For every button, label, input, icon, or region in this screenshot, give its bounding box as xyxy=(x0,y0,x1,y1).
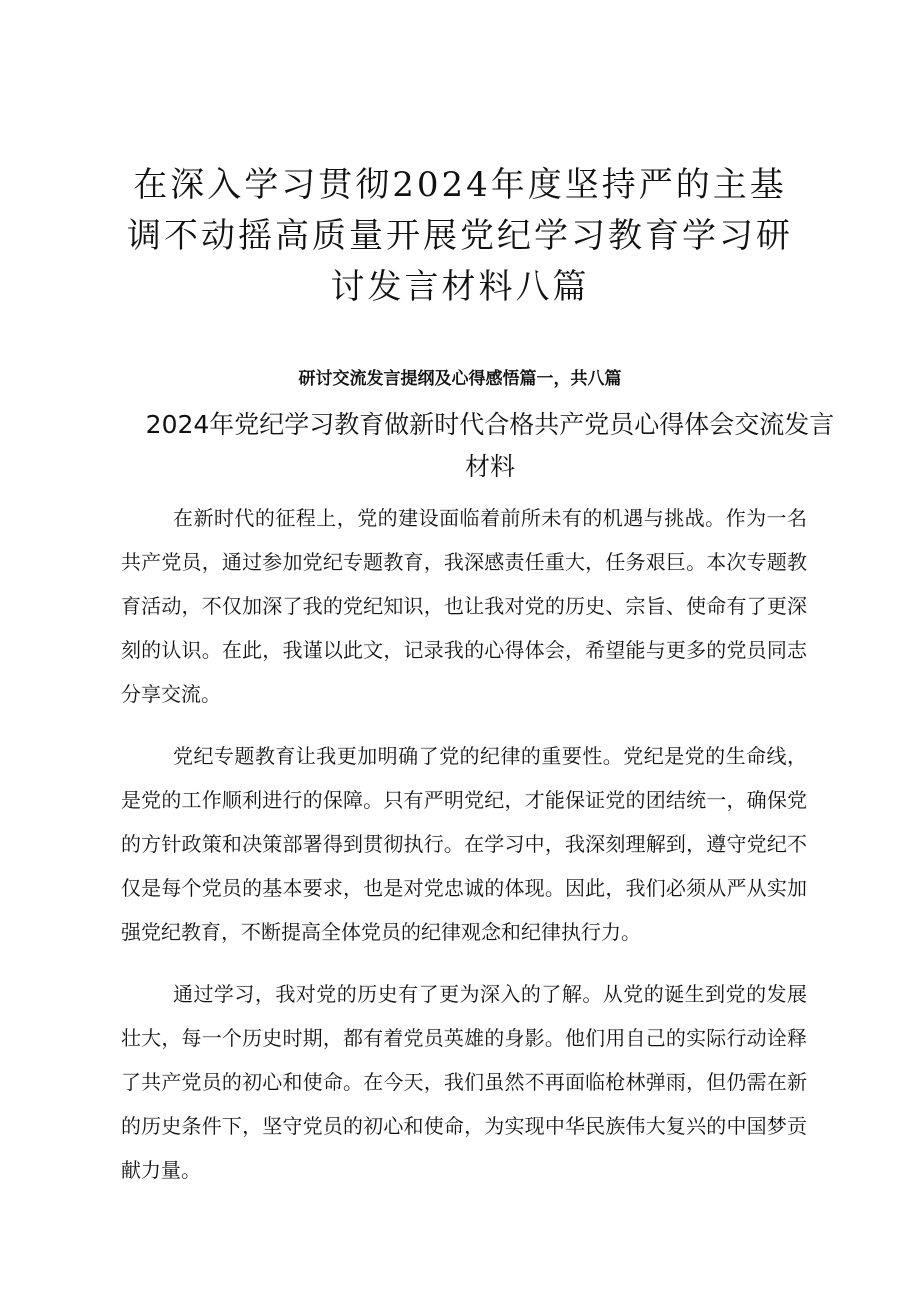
document-title: 在深入学习贯彻2024年度坚持严的主基调不动摇高质量开展党纪学习教育学习研讨发言材料八篇 xyxy=(127,165,793,307)
series-heading: 研讨交流发言提纲及心得感悟篇一，共八篇 xyxy=(298,369,622,389)
body-paragraph-1: 在新时代的征程上，党的建设面临着前所未有的机遇与挑战。作为一名共产党员，通过参加党纪专题教育，我深感责任重大，任务艰巨。本次专题教育活动，不仅加深了我的党纪知识，也让我对党的历史、宗旨、使命有了更深刻的认识。在此，我谨以此文，记录我的心得体会，希望能与更多的党员同志分享交流。 xyxy=(121,506,807,706)
body-paragraph-2: 党纪专题教育让我更加明确了党的纪律的重要性。党纪是党的生命线，是党的工作顺利进行的保障。只有严明党纪，才能保证党的团结统一，确保党的方针政策和决策部署得到贯彻执行。在学习中，我深刻理解到，遵守党纪不仅是每个党员的基本要求，也是对党忠诚的体现。因此，我们必须从严从实加强党纪教育，不断提高全体党员的纪律观念和纪律执行力。 xyxy=(121,744,807,944)
article-title: 2024年党纪学习教育做新时代合格共产党员心得体会交流发言材料 xyxy=(145,410,835,481)
article-body xyxy=(121,496,807,1210)
body-paragraph-3: 通过学习，我对党的历史有了更为深入的了解。从党的诞生到党的发展壮大，每一个历史时期，都有着党员英雄的身影。他们用自己的实际行动诠释了共产党员的初心和使命。在今天，我们虽然不再面临枪林弹雨，但仍需在新的历史条件下，坚守党员的初心和使命，为实现中华民族伟大复兴的中国梦贡献力量。 xyxy=(121,982,807,1182)
